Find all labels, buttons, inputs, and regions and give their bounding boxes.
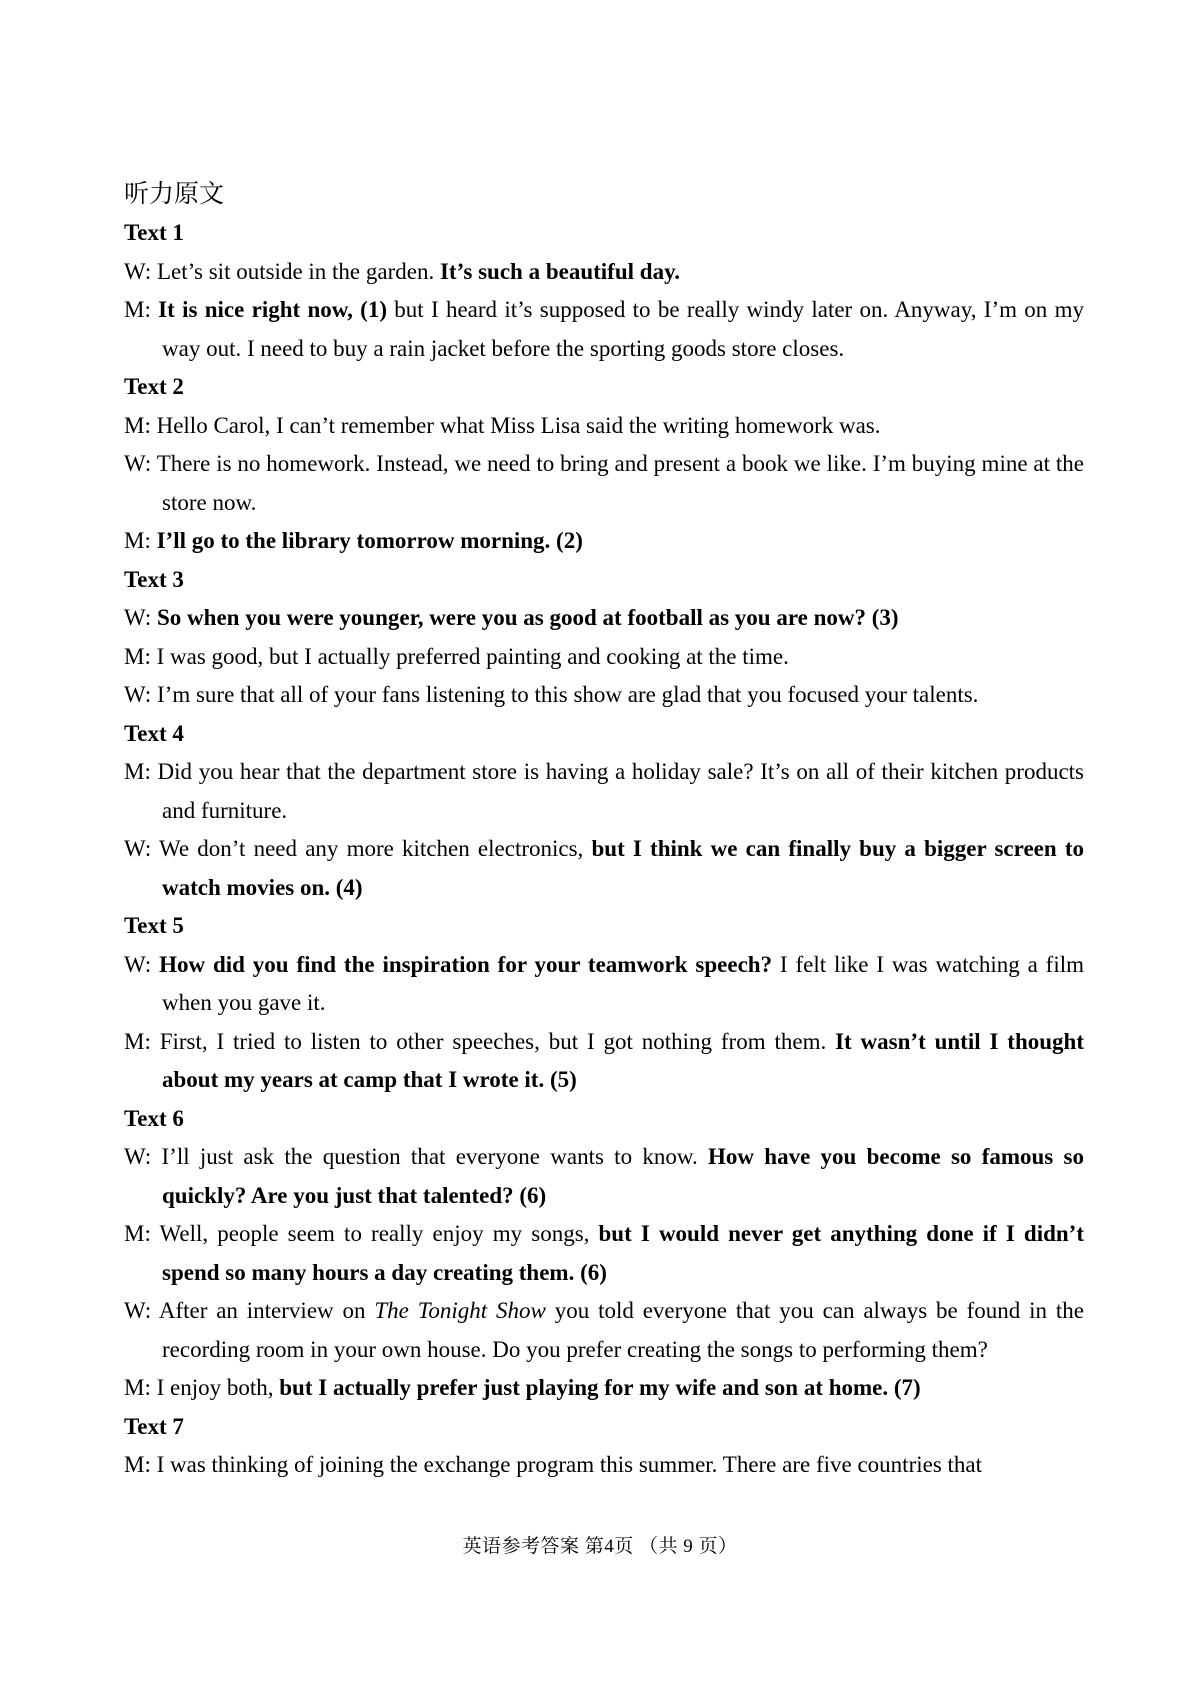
dialogue-line [124, 1023, 1084, 1100]
text-section-title: Text 6 [124, 1105, 184, 1131]
dialogue-segment: M: I enjoy both, [124, 1375, 280, 1400]
dialogue-segment: W: [124, 951, 160, 977]
dialogue-line [124, 1292, 1084, 1369]
dialogue-segment: M: First, I tried to listen to other speeches, but I got nothing from them. [124, 1028, 836, 1054]
page-footer: 英语参考答案 第4页 （共 9 页） [462, 1536, 738, 1557]
dialogue-segment: W: I’ll just ask the question that everyone wants to know. [124, 1144, 708, 1169]
text-section-title: Text 7 [124, 1413, 184, 1439]
dialogue-line [124, 638, 1084, 677]
dialogue-line [124, 407, 1084, 446]
dialogue-segment: M: I was good, but I actually preferred painting and cooking at the time. [124, 643, 789, 669]
dialogue-line [124, 753, 1084, 830]
dialogue-line [124, 1369, 1084, 1408]
dialogue-segment: M: Well, people seem to really enjoy my songs, [124, 1221, 599, 1246]
dialogue-segment: you told everyone that you can always be found in the recording room in your own house. Do you prefer creating the songs to performing them? [162, 1298, 1084, 1362]
text-section-title: Text 4 [124, 720, 184, 746]
bold-answer-segment: How have you become so famous so quickly? Are you just that talented? (6) [162, 1144, 1084, 1208]
dialogue-line [124, 1215, 1084, 1292]
bold-answer-segment: I’ll go to the library tomorrow morning. (2) [156, 528, 583, 553]
dialogue-segment: W: We don’t need any more kitchen electronics, [124, 836, 592, 861]
dialogue-segment: W: I’m sure that all of your fans listening to this show are glad that you focused your talents. [124, 682, 979, 707]
bold-answer-segment: It’s such a beautiful day. [439, 258, 681, 284]
bold-answer-segment: but I think we can finally buy a bigger screen to watch movies on. (4) [162, 836, 1084, 900]
dialogue-line [124, 946, 1084, 1023]
dialogue-segment: W: [124, 605, 157, 630]
dialogue-line [124, 1446, 1084, 1485]
dialogue-line [124, 676, 1084, 715]
dialogue-line [124, 599, 1084, 638]
dialogue-segment: W: After an interview on [124, 1298, 375, 1323]
transcript-body [124, 176, 1084, 1485]
bold-answer-segment: It is nice right now, (1) [158, 297, 387, 322]
section-heading: 听力原文 [124, 181, 225, 208]
dialogue-segment: M: [124, 528, 157, 553]
dialogue-line [124, 522, 1084, 561]
dialogue-segment: M: Hello Carol, I can’t remember what Miss Lisa said the writing homework was. [124, 412, 881, 438]
bold-answer-segment: It wasn’t until I thought about my years at camp that I wrote it. (5) [162, 1028, 1084, 1092]
dialogue-line [124, 253, 1084, 292]
text-section-title: Text 1 [124, 220, 184, 245]
text-section-title: Text 3 [124, 566, 184, 592]
bold-answer-segment: So when you were younger, were you as good at football as you are now? (3) [157, 605, 899, 630]
dialogue-segment: M: I was thinking of joining the exchange program this summer. There are five countries that [124, 1452, 983, 1477]
text-section-title: Text 5 [124, 913, 184, 938]
dialogue-line [124, 830, 1084, 907]
italic-segment: The Tonight Show [374, 1298, 546, 1323]
dialogue-segment: M: [124, 297, 159, 322]
bold-answer-segment: How did you find the inspiration for your teamwork speech? [159, 951, 773, 977]
dialogue-segment: W: Let’s sit outside in the garden. [124, 258, 440, 284]
dialogue-segment: M: Did you hear that the department store is having a holiday sale? It’s on all of their kitchen products and furniture. [124, 759, 1084, 823]
bold-answer-segment: but I actually prefer just playing for my wife and son at home. (7) [279, 1375, 921, 1400]
dialogue-line [124, 291, 1084, 368]
text-section-title: Text 2 [124, 374, 184, 399]
dialogue-line [124, 1138, 1084, 1215]
dialogue-segment: I felt like I was watching a film when you gave it. [162, 951, 1084, 1015]
dialogue-segment: but I heard it’s supposed to be really windy later on. Anyway, I’m on my way out. I need to buy a rain jacket before the sporting goods store closes. [162, 297, 1084, 361]
bold-answer-segment: but I would never get anything done if I didn’t spend so many hours a day creating them. (6) [162, 1221, 1084, 1285]
dialogue-line [124, 445, 1084, 522]
dialogue-segment: W: There is no homework. Instead, we need to bring and present a book we like. I’m buying mine at the store now. [124, 451, 1084, 515]
